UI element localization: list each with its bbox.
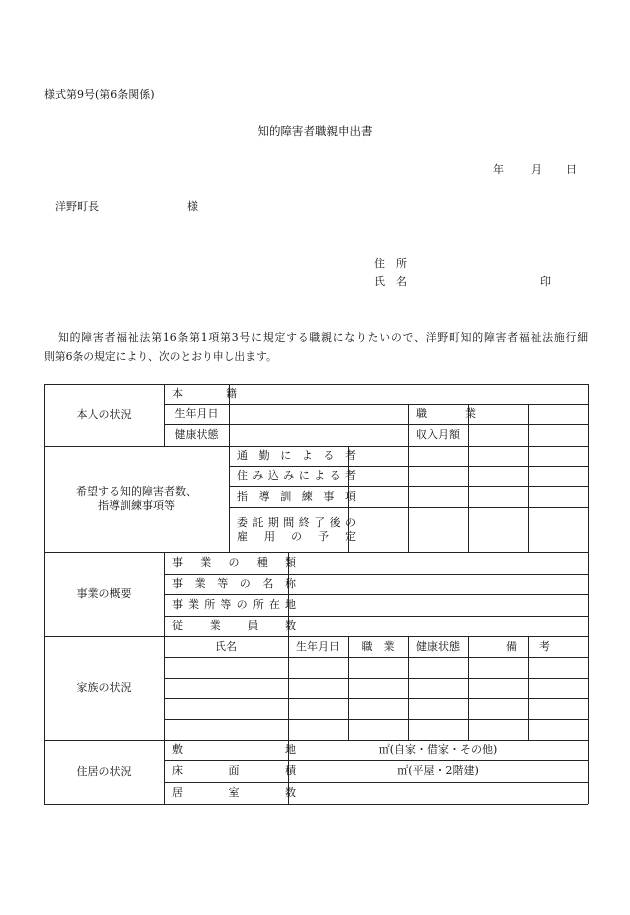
value-site-type — [288, 740, 588, 760]
header-family-health — [408, 636, 468, 657]
grid-line-v — [408, 446, 409, 552]
header-family-birthdate — [288, 636, 348, 657]
section-self-status — [44, 384, 164, 446]
label-live-in — [229, 466, 364, 486]
label-monthly-income — [408, 424, 468, 446]
form-number: 様式第9号(第6条関係) — [44, 88, 155, 101]
header-family-name — [164, 636, 288, 657]
label-rooms — [164, 782, 304, 804]
label-live-in-text: 住み込みによる者 — [237, 469, 356, 482]
section-self-status-text: 本人の状況 — [76, 408, 132, 421]
body-text-line-2: 則第6条の規定により、次のとおり申し出ます。 — [44, 350, 277, 363]
date-month: 月 — [531, 163, 542, 176]
label-monthly-income-text: 収入月額 — [416, 428, 460, 441]
value-site-type-text: ㎡(自家・借家・その他) — [378, 743, 498, 756]
page-title: 知的障害者職親申出書 — [257, 124, 373, 138]
section-desired-count-text: 指導訓練事項等 — [98, 499, 175, 512]
label-birthdate — [164, 404, 229, 424]
header-family-birthdate-text: 生年月日 — [296, 639, 340, 653]
label-employees-text: 従業員数 — [172, 619, 296, 632]
section-business-overview — [44, 552, 164, 636]
grid-line-h — [164, 698, 588, 699]
label-floor-area — [164, 760, 304, 782]
section-residence-status-text: 住居の状況 — [76, 765, 132, 778]
label-honseki — [164, 384, 245, 404]
header-family-occupation-text: 職 業 — [361, 639, 395, 653]
header-family-occupation — [348, 636, 408, 657]
label-employees — [164, 616, 304, 636]
label-employment-plan — [229, 507, 364, 552]
header-family-remarks — [468, 636, 588, 657]
date-year: 年 — [493, 163, 504, 176]
label-floor-area-text: 床面積 — [172, 764, 296, 777]
label-occupation — [408, 404, 484, 424]
grid-line-h — [164, 678, 588, 679]
seal-label: 印 — [540, 275, 551, 288]
section-residence-status — [44, 740, 164, 804]
section-desired-count — [44, 446, 229, 552]
addressee: 洋野町長 — [55, 200, 99, 213]
label-occupation-text: 職業 — [416, 407, 476, 420]
name-label: 氏 名 — [374, 275, 407, 288]
address-label: 住 所 — [374, 257, 407, 270]
label-rooms-text: 居室数 — [172, 786, 296, 799]
label-business-type — [164, 552, 304, 574]
header-family-health-text: 健康状態 — [416, 639, 460, 653]
addressee-suffix: 様 — [187, 200, 198, 213]
grid-line-v — [468, 446, 469, 552]
application-form-table — [44, 384, 588, 804]
date-day: 日 — [566, 163, 577, 176]
label-health — [164, 424, 229, 446]
label-employment-plan-text: 委託期間終了後の — [237, 515, 356, 529]
label-honseki-text: 本籍 — [172, 387, 237, 400]
label-commute-text: 通勤による者 — [237, 449, 356, 462]
header-family-remarks-text: 備 考 — [506, 639, 550, 653]
label-birthdate-text: 生年月日 — [174, 407, 219, 420]
grid-line-v — [528, 446, 529, 552]
label-site — [164, 740, 304, 760]
section-desired-count-text: 希望する知的障害者数、 — [76, 485, 197, 498]
label-business-name-text: 事業等の名称 — [172, 577, 296, 590]
label-business-type-text: 事業の種類 — [172, 556, 296, 569]
label-business-location-text: 事業所等の所在地 — [172, 598, 296, 611]
label-employment-plan-text: 雇用の予定 — [237, 529, 356, 543]
section-family-status — [44, 636, 164, 740]
value-floor-type-text: ㎡(平屋・2階建) — [397, 764, 479, 777]
label-business-location — [164, 594, 304, 616]
section-family-status-text: 家族の状況 — [76, 681, 132, 694]
label-business-name — [164, 574, 304, 594]
header-family-name-text: 氏名 — [215, 639, 237, 653]
grid-line-h — [164, 719, 588, 720]
label-training-text: 指導訓練事項 — [237, 489, 356, 503]
label-commute — [229, 446, 364, 466]
label-site-text: 敷地 — [172, 743, 296, 756]
label-health-text: 健康状態 — [174, 428, 219, 441]
label-training — [229, 486, 364, 507]
value-floor-type — [288, 760, 588, 782]
body-text-line-1: 知的障害者福祉法第16条第1項第3号に規定する職親になりたいので、洋野町知的障害者福祉法施行細 — [58, 331, 588, 344]
grid-line-v — [528, 404, 529, 446]
section-business-overview-text: 事業の概要 — [76, 587, 132, 600]
